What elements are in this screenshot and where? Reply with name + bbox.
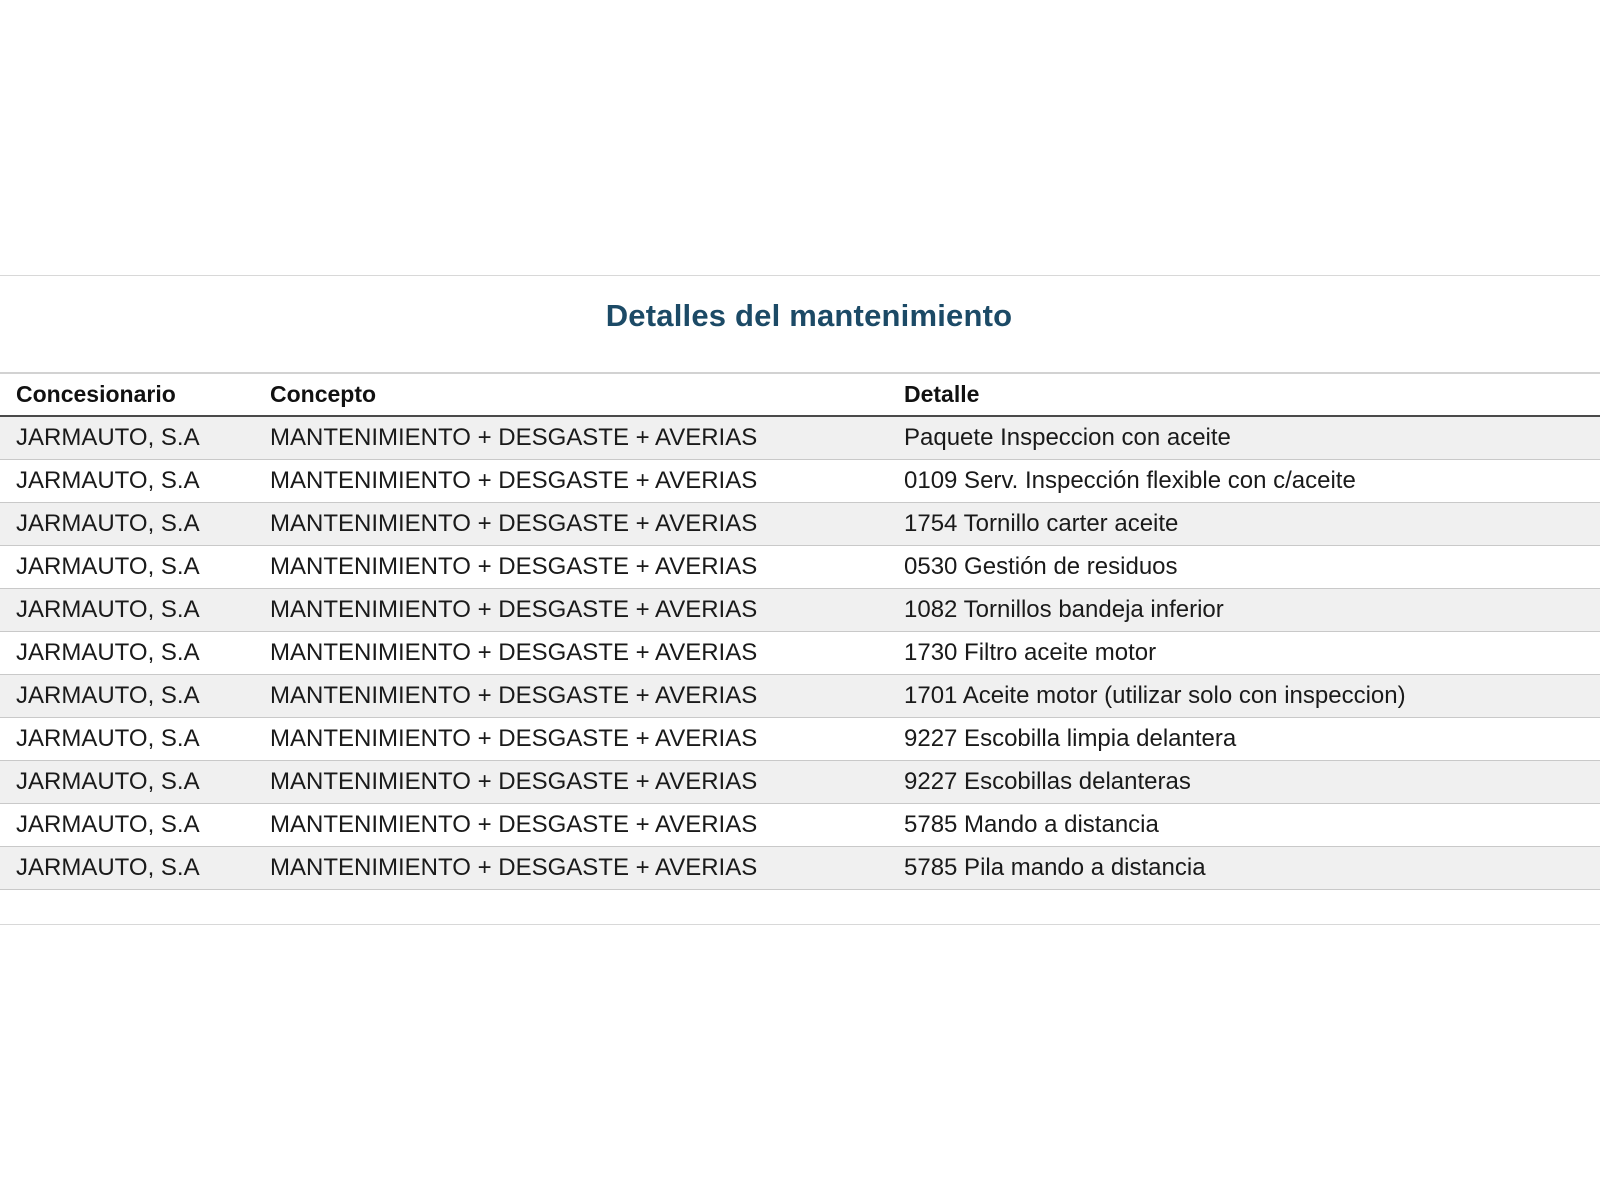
cell-concesionario: JARMAUTO, S.A xyxy=(16,596,200,623)
cell-detalle: 5785 Mando a distancia xyxy=(904,811,1159,838)
column-header-concesionario: Concesionario xyxy=(16,381,176,407)
cell-concepto: MANTENIMIENTO + DESGASTE + AVERIAS xyxy=(270,725,758,752)
bottom-divider xyxy=(0,924,1600,925)
cell-concesionario: JARMAUTO, S.A xyxy=(16,854,200,881)
cell-detalle: 1082 Tornillos bandeja inferior xyxy=(904,596,1224,623)
cell-concesionario: JARMAUTO, S.A xyxy=(16,424,200,451)
table-row xyxy=(0,761,1600,804)
cell-concesionario: JARMAUTO, S.A xyxy=(16,768,200,795)
table-row xyxy=(0,460,1600,503)
cell-concepto: MANTENIMIENTO + DESGASTE + AVERIAS xyxy=(270,596,758,623)
table-row xyxy=(0,417,1600,460)
cell-concesionario: JARMAUTO, S.A xyxy=(16,639,200,666)
table-row xyxy=(0,847,1600,890)
table-header-row xyxy=(0,374,1600,417)
table-row xyxy=(0,675,1600,718)
cell-detalle: 1701 Aceite motor (utilizar solo con inspeccion) xyxy=(904,682,1406,709)
table-row xyxy=(0,503,1600,546)
cell-concesionario: JARMAUTO, S.A xyxy=(16,467,200,494)
cell-concepto: MANTENIMIENTO + DESGASTE + AVERIAS xyxy=(270,467,758,494)
cell-detalle: 0109 Serv. Inspección flexible con c/aceite xyxy=(904,467,1356,494)
cell-concepto: MANTENIMIENTO + DESGASTE + AVERIAS xyxy=(270,811,758,838)
cell-detalle: 9227 Escobillas delanteras xyxy=(904,768,1191,795)
cell-detalle: 1754 Tornillo carter aceite xyxy=(904,510,1179,537)
table-row xyxy=(0,546,1600,589)
cell-concepto: MANTENIMIENTO + DESGASTE + AVERIAS xyxy=(270,424,758,451)
cell-detalle: Paquete Inspeccion con aceite xyxy=(904,424,1231,451)
cell-detalle: 0530 Gestión de residuos xyxy=(904,553,1178,580)
table-row xyxy=(0,589,1600,632)
maintenance-table xyxy=(0,372,1600,890)
cell-detalle: 5785 Pila mando a distancia xyxy=(904,854,1206,881)
column-header-detalle: Detalle xyxy=(904,381,980,407)
cell-concepto: MANTENIMIENTO + DESGASTE + AVERIAS xyxy=(270,639,758,666)
table-row xyxy=(0,632,1600,675)
cell-detalle: 9227 Escobilla limpia delantera xyxy=(904,725,1237,752)
cell-concesionario: JARMAUTO, S.A xyxy=(16,725,200,752)
cell-concepto: MANTENIMIENTO + DESGASTE + AVERIAS xyxy=(270,510,758,537)
cell-concepto: MANTENIMIENTO + DESGASTE + AVERIAS xyxy=(270,682,758,709)
column-header-concepto: Concepto xyxy=(270,381,377,407)
cell-concesionario: JARMAUTO, S.A xyxy=(16,510,200,537)
table-row xyxy=(0,804,1600,847)
cell-concesionario: JARMAUTO, S.A xyxy=(16,553,200,580)
cell-concepto: MANTENIMIENTO + DESGASTE + AVERIAS xyxy=(270,768,758,795)
table-row xyxy=(0,718,1600,761)
cell-concepto: MANTENIMIENTO + DESGASTE + AVERIAS xyxy=(270,553,758,580)
cell-concesionario: JARMAUTO, S.A xyxy=(16,811,200,838)
top-divider xyxy=(0,275,1600,276)
cell-detalle: 1730 Filtro aceite motor xyxy=(904,639,1157,666)
page-title: Detalles del mantenimiento xyxy=(605,298,1013,333)
cell-concepto: MANTENIMIENTO + DESGASTE + AVERIAS xyxy=(270,854,758,881)
cell-concesionario: JARMAUTO, S.A xyxy=(16,682,200,709)
